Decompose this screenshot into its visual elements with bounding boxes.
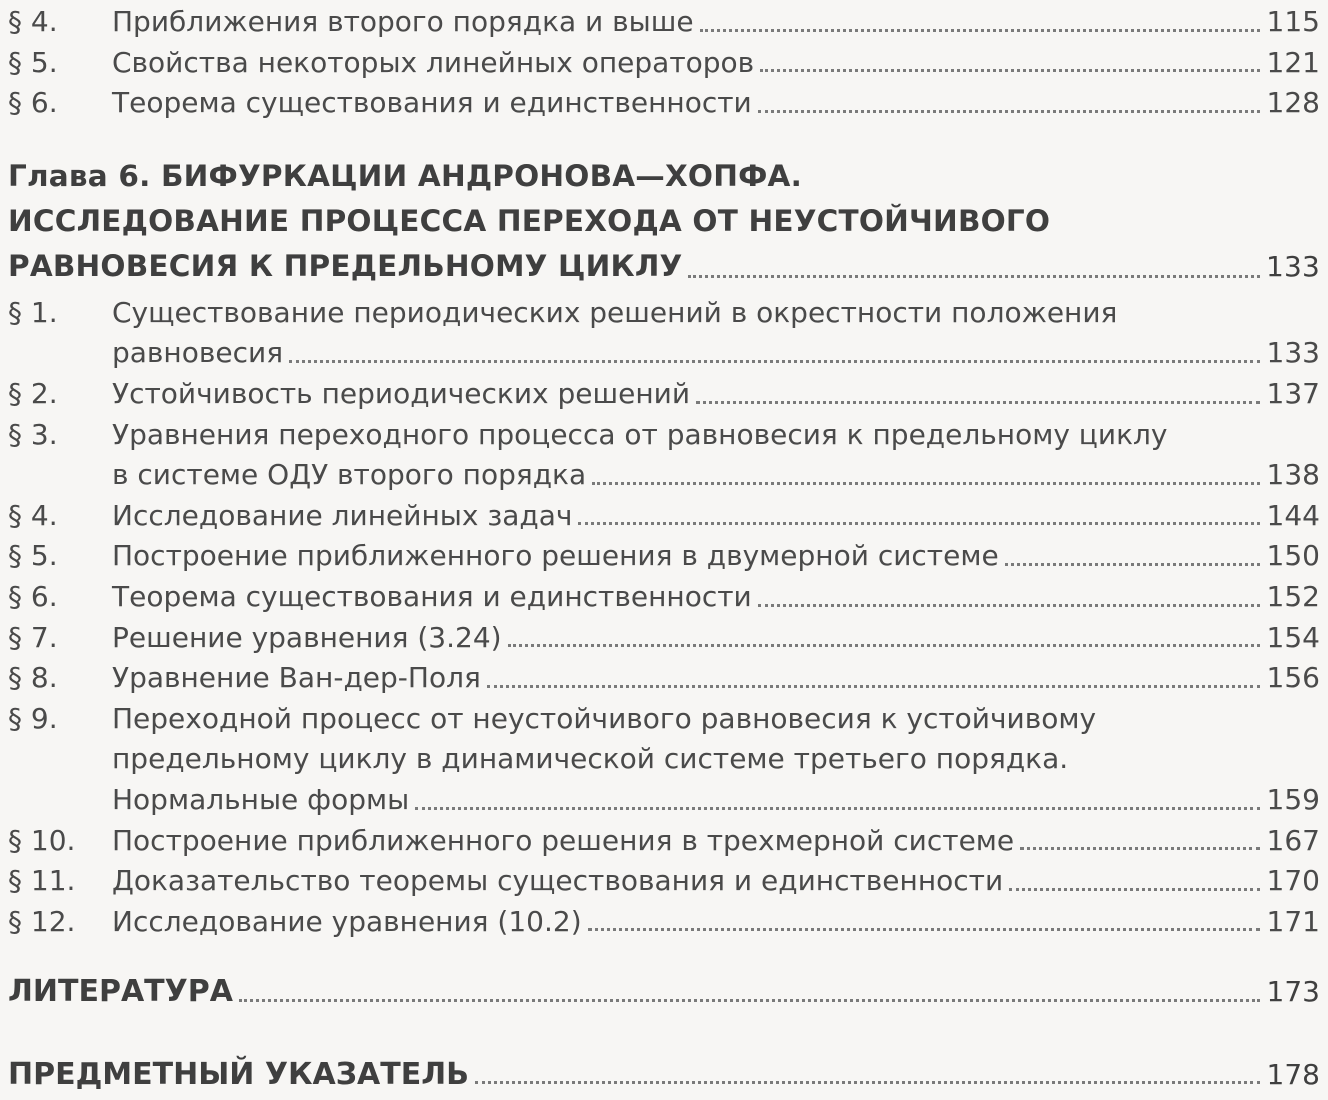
dot-leader [289, 360, 1260, 363]
toc-entry [8, 293, 1320, 374]
section-title: Решение уравнения (3.24) [112, 620, 502, 654]
page-number: 121 [1266, 45, 1320, 79]
section-title: Построение приближенного решения в двумерной системе [112, 539, 999, 573]
section-number: § 12. [8, 904, 76, 938]
section-title: Нормальные формы [112, 782, 410, 816]
page-number: 170 [1266, 864, 1320, 898]
toc-entry [8, 577, 1320, 618]
page-number: 173 [1266, 975, 1320, 1009]
literature-entry [8, 972, 1320, 1013]
section-number: § 11. [8, 864, 76, 898]
page-number: 150 [1266, 539, 1320, 573]
page-number: 171 [1266, 904, 1320, 938]
section-number: § 6. [8, 579, 58, 613]
page-number: 115 [1266, 5, 1320, 38]
dot-leader [239, 999, 1260, 1002]
toc-entry [8, 821, 1320, 862]
dot-leader [508, 644, 1260, 647]
section-number: § 1. [8, 295, 58, 329]
section-number: § 8. [8, 661, 58, 695]
section-title: Теорема существования и единственности [112, 579, 752, 613]
subject-index-title: ПРЕДМЕТНЫЙ УКАЗАТЕЛЬ [8, 1056, 470, 1092]
section-title: Доказательство теоремы существования и единственности [112, 864, 1004, 898]
page-number: 156 [1266, 661, 1320, 695]
dot-leader [588, 928, 1260, 931]
section-title: Исследование линейных задач [112, 498, 573, 532]
toc-entry [8, 496, 1320, 537]
dot-leader [688, 275, 1260, 278]
section-title-line: Существование периодических решений в окрестности положения [112, 295, 1118, 329]
dot-leader [760, 69, 1260, 72]
dot-leader [475, 1081, 1260, 1084]
table-of-contents [8, 0, 1320, 1095]
section-number: § 10. [8, 823, 76, 857]
chapter-heading [8, 154, 1320, 289]
section-title: Исследование уравнения (10.2) [112, 904, 582, 938]
toc-entry [8, 902, 1320, 943]
page-number: 152 [1266, 579, 1320, 613]
dot-leader [1020, 847, 1260, 850]
dot-leader [700, 29, 1260, 32]
page-number: 167 [1266, 823, 1320, 857]
page-number: 133 [1266, 336, 1320, 370]
section-number: § 9. [8, 701, 58, 735]
section-title: Приближения второго порядка и выше [112, 5, 694, 38]
page-number: 159 [1266, 782, 1320, 816]
page-number: 178 [1266, 1057, 1320, 1091]
chapter-title-line: ИССЛЕДОВАНИЕ ПРОЦЕССА ПЕРЕХОДА ОТ НЕУСТОЙЧИВОГО [8, 203, 1051, 238]
toc-entry [8, 415, 1320, 496]
dot-leader [1009, 888, 1260, 891]
toc-entry [8, 43, 1320, 84]
section-title-line: предельному циклу в динамической системе третьего порядка. [112, 742, 1069, 776]
section-title: Построение приближенного решения в трехмерной системе [112, 823, 1015, 857]
page-number: 144 [1266, 498, 1320, 532]
page-number: 133 [1266, 249, 1321, 283]
toc-entry [8, 536, 1320, 577]
section-title: в системе ОДУ второго порядка [112, 458, 587, 492]
dot-leader [415, 807, 1260, 810]
page-number: 138 [1266, 458, 1320, 492]
page-number: 128 [1266, 86, 1320, 120]
section-title: Свойства некоторых линейных операторов [112, 45, 755, 79]
toc-entry [8, 699, 1320, 821]
toc-entry [8, 658, 1320, 699]
toc-entry [8, 374, 1320, 415]
section-title: Уравнение Ван-дер-Поля [112, 661, 481, 695]
section-number: § 3. [8, 417, 58, 451]
chapter-title-line: Глава 6. БИФУРКАЦИИ АНДРОНОВА—ХОПФА. [8, 158, 802, 193]
literature-title: ЛИТЕРАТУРА [8, 974, 233, 1010]
section-number: § 4. [8, 5, 58, 38]
dot-leader [696, 401, 1260, 404]
dot-leader [758, 110, 1260, 113]
section-number: § 5. [8, 45, 58, 79]
dot-leader [1005, 563, 1260, 566]
chapter-title-line: РАВНОВЕСИЯ К ПРЕДЕЛЬНОМУ ЦИКЛУ [8, 248, 683, 283]
dot-leader [758, 604, 1260, 607]
section-title: Теорема существования и единственности [112, 86, 752, 120]
section-number: § 6. [8, 86, 58, 120]
section-number: § 7. [8, 620, 58, 654]
dot-leader [578, 522, 1260, 525]
section-title-line: Уравнения переходного процесса от равновесия к предельному циклу [112, 417, 1168, 451]
section-title: равновесия [112, 336, 284, 370]
toc-entry [8, 861, 1320, 902]
toc-entry [8, 2, 1320, 43]
section-number: § 2. [8, 376, 58, 410]
section-title: Устойчивость периодических решений [112, 376, 691, 410]
section-title-line: Переходной процесс от неустойчивого равновесия к устойчивому [112, 701, 1097, 735]
section-number: § 5. [8, 539, 58, 573]
toc-entry [8, 618, 1320, 659]
dot-leader [592, 482, 1260, 485]
dot-leader [487, 685, 1260, 688]
toc-entry [8, 83, 1320, 124]
section-number: § 4. [8, 498, 58, 532]
subject-index-entry [8, 1055, 1320, 1096]
page-number: 137 [1266, 376, 1320, 410]
page-number: 154 [1266, 620, 1320, 654]
